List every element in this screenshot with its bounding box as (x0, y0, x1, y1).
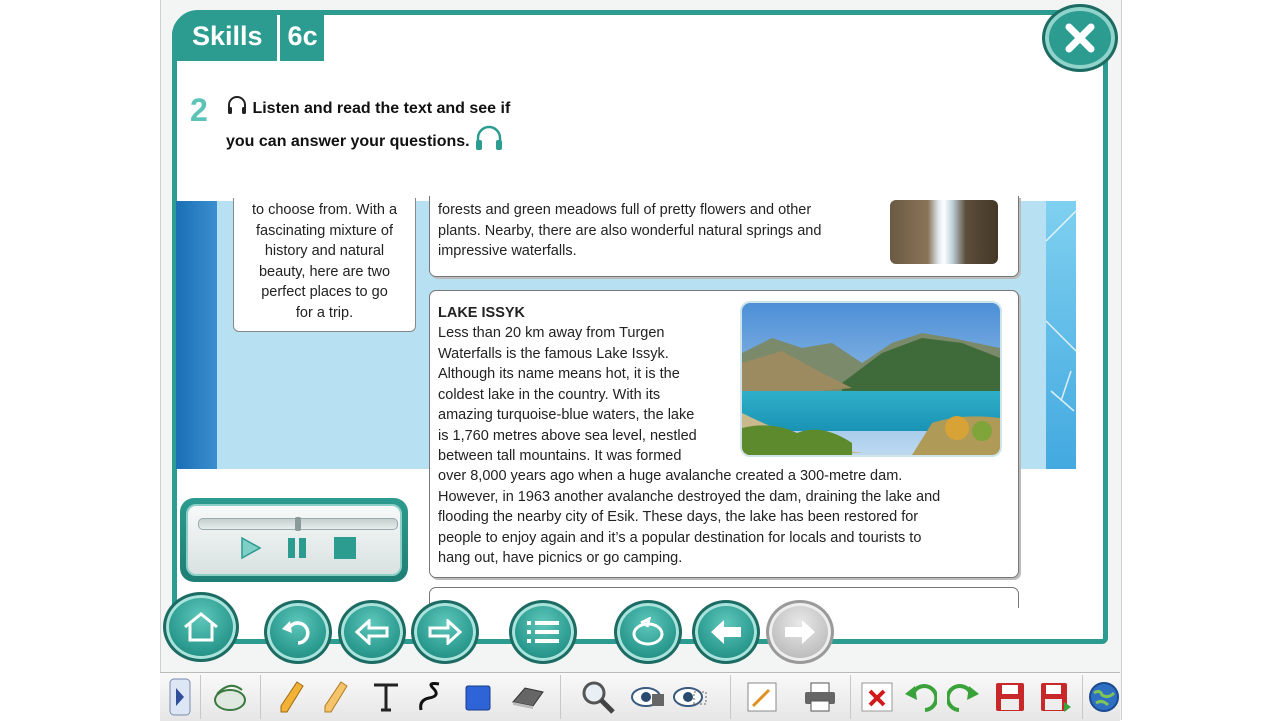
shape-icon (464, 682, 492, 712)
task-number: 2 (190, 92, 208, 128)
print-button[interactable] (800, 677, 840, 717)
next-page-button[interactable] (766, 600, 834, 664)
refresh-icon (631, 617, 665, 647)
headphones-icon[interactable] (226, 94, 248, 124)
text-line: people to enjoy again and it’s a popular destination for locals and tourists to (438, 529, 922, 546)
close-icon (1063, 21, 1097, 55)
web-button[interactable] (1084, 677, 1124, 717)
contents-button[interactable] (509, 600, 577, 664)
save-as-button[interactable] (1036, 677, 1076, 717)
intro-line: perfect places to go (261, 284, 388, 300)
clear-icon (860, 681, 894, 713)
text-line: over 8,000 years ago when a huge avalanche created a 300-metre dam. (438, 468, 903, 484)
eraser-icon (511, 684, 545, 710)
task-instruction (226, 94, 546, 160)
pause-icon (285, 536, 309, 560)
text-icon (372, 682, 400, 712)
card-body-continued (438, 466, 998, 569)
reveal-tool[interactable] (670, 677, 710, 717)
left-decoration (176, 201, 217, 469)
text-line: flooding the nearby city of Esik. These days, the lake has been restored for (438, 509, 919, 525)
pen-tool[interactable] (272, 677, 312, 717)
undo-button[interactable] (264, 600, 332, 664)
player-body (186, 504, 402, 576)
audio-headphones-icon[interactable] (474, 124, 504, 160)
text-line: between tall mountains. It was formed (438, 448, 682, 464)
card-body (438, 323, 708, 467)
spotlight-icon (630, 684, 666, 710)
right-decoration (1046, 201, 1076, 469)
instruction-line-1: Listen and read the text and see if (252, 100, 511, 118)
highlighter-tool[interactable] (316, 677, 356, 717)
previous-page-button[interactable] (692, 600, 760, 664)
intro-line: history and natural (264, 243, 385, 259)
highlighter-icon (323, 680, 349, 714)
pencil-icon (279, 680, 305, 714)
mouse-icon (212, 682, 248, 712)
undo-annotation-button[interactable] (900, 677, 940, 717)
expand-icon (169, 678, 191, 716)
clear-button[interactable] (857, 677, 897, 717)
intro-text-box (233, 198, 416, 332)
lake-issyk-image (740, 301, 1002, 457)
print-icon (803, 681, 837, 713)
reveal-icon (672, 684, 708, 710)
back-arrow-icon (355, 619, 389, 645)
instruction-line-2: you can answer your questions. (226, 133, 470, 151)
intro-line: for a trip. (295, 304, 354, 321)
close-button[interactable] (1042, 4, 1118, 72)
stop-icon (333, 536, 357, 560)
intro-line: fascinating mixture of (255, 222, 393, 239)
unit-label: 6c (280, 13, 324, 61)
text-line: Waterfalls is the famous Lake Issyk. (438, 345, 669, 362)
forward-arrow-icon (428, 619, 462, 645)
save-button[interactable] (990, 677, 1030, 717)
text-line: Although its name means hot, it is the (438, 366, 680, 382)
save-as-icon (1040, 682, 1072, 712)
select-tool[interactable] (210, 677, 250, 717)
forward-button[interactable] (411, 600, 479, 664)
web-icon (1088, 681, 1120, 713)
notes-tool[interactable] (742, 677, 782, 717)
text-line: coldest lake in the country. With its (438, 386, 661, 403)
skills-label: Skills (172, 13, 277, 61)
back-button[interactable] (338, 600, 406, 664)
refresh-button[interactable] (614, 600, 682, 664)
text-line: is 1,760 metres above sea level, nestled (438, 427, 697, 444)
freehand-icon (417, 680, 447, 714)
card-text (438, 200, 878, 262)
lake-issyk-card (429, 290, 1019, 578)
lesson-tab (172, 13, 324, 61)
undo-icon (903, 682, 937, 712)
next-page-icon (783, 618, 817, 646)
seek-thumb[interactable] (295, 517, 301, 531)
text-line: forests and green meadows full of pretty flowers and other (438, 202, 812, 218)
turgen-waterfalls-card (429, 196, 1019, 277)
undo-icon (280, 617, 316, 647)
redo-icon (947, 682, 981, 712)
play-button[interactable] (238, 536, 262, 560)
intro-line: beauty, here are two (258, 263, 391, 280)
zoom-icon (581, 680, 615, 714)
home-icon (181, 610, 221, 644)
list-icon (527, 619, 559, 645)
freehand-tool[interactable] (412, 677, 452, 717)
text-line: Less than 20 km away from Turgen (438, 325, 665, 341)
save-icon (995, 682, 1025, 712)
eraser-tool[interactable] (508, 677, 548, 717)
notes-icon (745, 680, 779, 714)
text-line: plants. Nearby, there are also wonderful natural springs and (438, 222, 822, 239)
expand-toolbar-button[interactable] (166, 677, 194, 717)
seek-bar[interactable] (198, 518, 398, 530)
text-line: impressive waterfalls. (438, 243, 577, 259)
spotlight-tool[interactable] (628, 677, 668, 717)
zoom-tool[interactable] (578, 677, 618, 717)
text-line: However, in 1963 another avalanche destroyed the dam, draining the lake and (438, 488, 941, 505)
audio-player (180, 498, 408, 582)
stop-button[interactable] (333, 536, 357, 560)
redo-annotation-button[interactable] (944, 677, 984, 717)
shape-tool[interactable] (458, 677, 498, 717)
annotation-toolbar (160, 672, 1120, 721)
waterfall-image (890, 200, 998, 264)
play-icon (238, 536, 262, 560)
text-tool[interactable] (366, 677, 406, 717)
previous-page-icon (709, 618, 743, 646)
home-button[interactable] (163, 592, 239, 662)
pause-button[interactable] (285, 536, 309, 560)
text-line: amazing turquoise-blue waters, the lake (438, 407, 695, 423)
card-heading: LAKE ISSYK (438, 305, 526, 321)
intro-line: to choose from. With a (251, 202, 398, 218)
text-line: hang out, have picnics or go camping. (438, 550, 683, 566)
